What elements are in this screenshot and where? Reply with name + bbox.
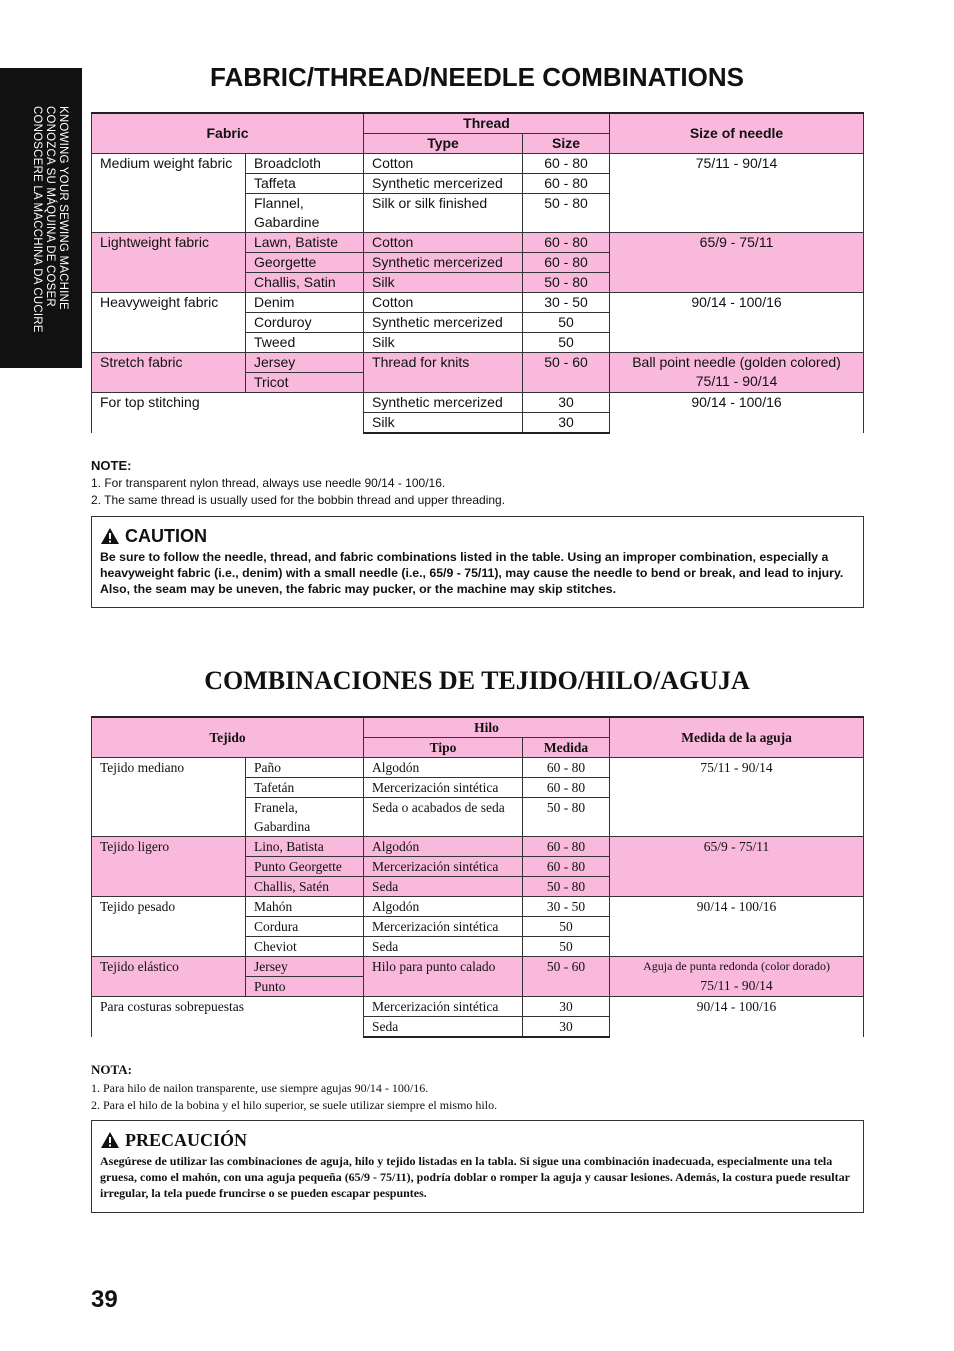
fabric-cell: Tafetán <box>246 778 364 798</box>
category-cell: Tejido mediano <box>92 758 246 837</box>
type-cell: Seda o acabados de seda <box>364 798 523 837</box>
size-cell: 60 - 80 <box>523 778 610 798</box>
category-cell: Tejido elástico <box>92 957 246 997</box>
fabric-cell-continued: Gabardine <box>246 213 364 233</box>
size-cell: 50 - 80 <box>523 877 610 897</box>
type-cell: Cotton <box>364 293 523 313</box>
page-title-en: FABRIC/THREAD/NEEDLE COMBINATIONS <box>210 62 744 92</box>
size-cell: 50 - 60 <box>523 957 610 997</box>
fabric-cell-continued: Gabardina <box>246 817 364 837</box>
header-fabric: Fabric <box>92 113 364 154</box>
type-cell: Mercerización sintética <box>364 857 523 877</box>
fabric-cell: Challis, Satin <box>246 273 364 293</box>
type-cell: Silk or silk finished <box>364 194 523 233</box>
table-row <box>92 353 864 373</box>
category-cell: Stretch fabric <box>92 353 246 393</box>
table-row <box>92 837 864 857</box>
category-cell: Para costuras sobrepuestas <box>92 997 364 1038</box>
type-cell: Seda <box>364 877 523 897</box>
needle-line: Ball point needle (golden colored) <box>632 354 841 370</box>
warning-triangle-icon <box>100 527 120 545</box>
fabric-cell: Denim <box>246 293 364 313</box>
combinations-table-es <box>91 716 864 1038</box>
size-cell: 60 - 80 <box>523 233 610 253</box>
type-cell: Algodón <box>364 897 523 917</box>
fabric-cell: Georgette <box>246 253 364 273</box>
table-row <box>92 393 864 413</box>
fabric-cell: Cheviot <box>246 937 364 957</box>
needle-cell: 75/11 - 90/14 <box>610 154 864 233</box>
fabric-cell: Jersey <box>246 353 364 373</box>
side-tab-line-en: KNOWING YOUR SEWING MACHINE <box>57 106 69 310</box>
size-cell: 60 - 80 <box>523 154 610 174</box>
fabric-cell: Lawn, Batiste <box>246 233 364 253</box>
fabric-cell: Cordura <box>246 917 364 937</box>
size-cell: 60 - 80 <box>523 758 610 778</box>
header-type: Type <box>364 134 523 154</box>
fabric-cell: Punto <box>246 977 364 997</box>
needle-cell: 90/14 - 100/16 <box>610 997 864 1038</box>
needle-cell: 90/14 - 100/16 <box>610 393 864 434</box>
page-number: 39 <box>91 1286 118 1313</box>
type-cell: Silk <box>364 333 523 353</box>
caution-title: CAUTION <box>125 526 207 546</box>
fabric-cell: Lino, Batista <box>246 837 364 857</box>
type-cell: Hilo para punto calado <box>364 957 523 997</box>
fabric-cell: Punto Georgette <box>246 857 364 877</box>
size-cell: 60 - 80 <box>523 253 610 273</box>
needle-line: 75/11 - 90/14 <box>700 978 773 993</box>
type-cell: Algodón <box>364 837 523 857</box>
category-cell: For top stitching <box>92 393 364 434</box>
caution-box-es <box>91 1120 864 1213</box>
type-cell: Seda <box>364 937 523 957</box>
size-cell: 50 - 60 <box>523 353 610 393</box>
page-title-es: COMBINACIONES DE TEJIDO/HILO/AGUJA <box>204 666 750 695</box>
note-title: NOTE: <box>91 458 132 473</box>
table-row <box>92 997 864 1017</box>
side-tab-line-it: CONOSCERE LA MACCHINA DA CUCIRE <box>31 106 43 333</box>
type-cell: Cotton <box>364 154 523 174</box>
size-cell: 50 <box>523 937 610 957</box>
type-cell: Algodón <box>364 758 523 778</box>
needle-line: 75/11 - 90/14 <box>695 373 778 389</box>
size-cell: 30 <box>523 393 610 413</box>
header-fabric: Tejido <box>92 717 364 758</box>
size-cell: 30 <box>523 413 610 434</box>
size-cell: 60 - 80 <box>523 174 610 194</box>
fabric-cell: Franela, <box>246 798 364 818</box>
fabric-cell: Tweed <box>246 333 364 353</box>
category-cell: Heavyweight fabric <box>92 293 246 353</box>
type-cell: Mercerización sintética <box>364 778 523 798</box>
size-cell: 50 - 80 <box>523 798 610 837</box>
header-needle: Medida de la aguja <box>610 717 864 758</box>
caution-text: Be sure to follow the needle, thread, and fabric combinations listed in the table. Using an improper combination, especially a heavyweight fabric (i.e., denim) with a small needle (i.e., 65/9 - 75/11), may cause the needle to bend or break, and lead to injury. Also, the seam may be uneven, the fabric may pucker, or the machine may skip stitches. <box>100 550 844 596</box>
table-row <box>92 154 864 174</box>
type-cell: Thread for knits <box>364 353 523 393</box>
needle-line: Aguja de punta redonda (color dorado) <box>643 959 830 973</box>
table-row <box>92 233 864 253</box>
header-type: Tipo <box>364 738 523 758</box>
type-cell: Synthetic mercerized <box>364 253 523 273</box>
size-cell: 30 <box>523 1017 610 1038</box>
size-cell: 50 - 80 <box>523 273 610 293</box>
note-item: 2. The same thread is usually used for the bobbin thread and upper threading. <box>91 492 506 507</box>
size-cell: 50 <box>523 917 610 937</box>
caution-box-en <box>91 516 864 608</box>
needle-cell: 65/9 - 75/11 <box>610 837 864 897</box>
table-row <box>92 758 864 778</box>
type-cell: Synthetic mercerized <box>364 313 523 333</box>
side-tab-line-es: CONOZCA SU MÁQUINA DE COSER <box>44 106 56 307</box>
needle-cell: 90/14 - 100/16 <box>610 293 864 353</box>
type-cell: Mercerización sintética <box>364 917 523 937</box>
fabric-cell: Challis, Satén <box>246 877 364 897</box>
caution-text: Asegúrese de utilizar las combinaciones de aguja, hilo y tejido listadas en la tabla. Si sigue una combinación inadecuada, especialmente una tela gruesa, como el mahón, con una aguja pequeña (65/9 - 75/11), podría doblar o romper la aguja y causar lesiones. Además, la costura puede resultar irregular, la tela puede fruncirse o se pueden escapar pespuntes. <box>100 1154 850 1200</box>
type-cell: Cotton <box>364 233 523 253</box>
type-cell: Synthetic mercerized <box>364 174 523 194</box>
note-block-en <box>91 458 871 508</box>
category-cell: Medium weight fabric <box>92 154 246 233</box>
table-row <box>92 957 864 977</box>
header-thread: Hilo <box>364 717 610 738</box>
needle-cell <box>610 353 864 393</box>
side-tab-text <box>30 106 69 333</box>
fabric-cell: Mahón <box>246 897 364 917</box>
size-cell: 50 - 80 <box>523 194 610 233</box>
caution-title: PRECAUCIÓN <box>125 1130 248 1150</box>
category-cell: Tejido pesado <box>92 897 246 957</box>
fabric-cell: Taffeta <box>246 174 364 194</box>
type-cell: Silk <box>364 273 523 293</box>
needle-cell: 90/14 - 100/16 <box>610 897 864 957</box>
header-needle: Size of needle <box>610 113 864 154</box>
note-item: 1. Para hilo de nailon transparente, use siempre agujas 90/14 - 100/16. <box>91 1081 429 1095</box>
fabric-cell: Jersey <box>246 957 364 977</box>
needle-cell: 75/11 - 90/14 <box>610 758 864 837</box>
combinations-table-en <box>91 112 864 434</box>
type-cell: Synthetic mercerized <box>364 393 523 413</box>
size-cell: 50 <box>523 313 610 333</box>
type-cell: Seda <box>364 1017 523 1038</box>
header-thread: Thread <box>364 113 610 134</box>
fabric-cell: Flannel, <box>246 194 364 214</box>
note-item: 1. For transparent nylon thread, always use needle 90/14 - 100/16. <box>91 476 446 490</box>
size-cell: 30 - 50 <box>523 293 610 313</box>
table-row <box>92 897 864 917</box>
type-cell: Silk <box>364 413 523 434</box>
size-cell: 60 - 80 <box>523 837 610 857</box>
needle-cell <box>610 957 864 997</box>
table-row <box>92 293 864 313</box>
section-side-tab <box>0 68 82 368</box>
note-title: NOTA: <box>91 1062 132 1077</box>
category-cell: Tejido ligero <box>92 837 246 897</box>
header-size: Medida <box>523 738 610 758</box>
category-cell: Lightweight fabric <box>92 233 246 293</box>
size-cell: 30 <box>523 997 610 1017</box>
header-size: Size <box>523 134 610 154</box>
fabric-cell: Broadcloth <box>246 154 364 174</box>
note-item: 2. Para el hilo de la bobina y el hilo superior, se suele utilizar siempre el mismo hilo. <box>91 1097 498 1112</box>
type-cell: Mercerización sintética <box>364 997 523 1017</box>
needle-cell: 65/9 - 75/11 <box>610 233 864 293</box>
fabric-cell: Paño <box>246 758 364 778</box>
fabric-cell: Corduroy <box>246 313 364 333</box>
note-block-es <box>91 1062 871 1113</box>
warning-triangle-icon <box>100 1131 120 1149</box>
size-cell: 50 <box>523 333 610 353</box>
fabric-cell: Tricot <box>246 373 364 393</box>
size-cell: 30 - 50 <box>523 897 610 917</box>
size-cell: 60 - 80 <box>523 857 610 877</box>
